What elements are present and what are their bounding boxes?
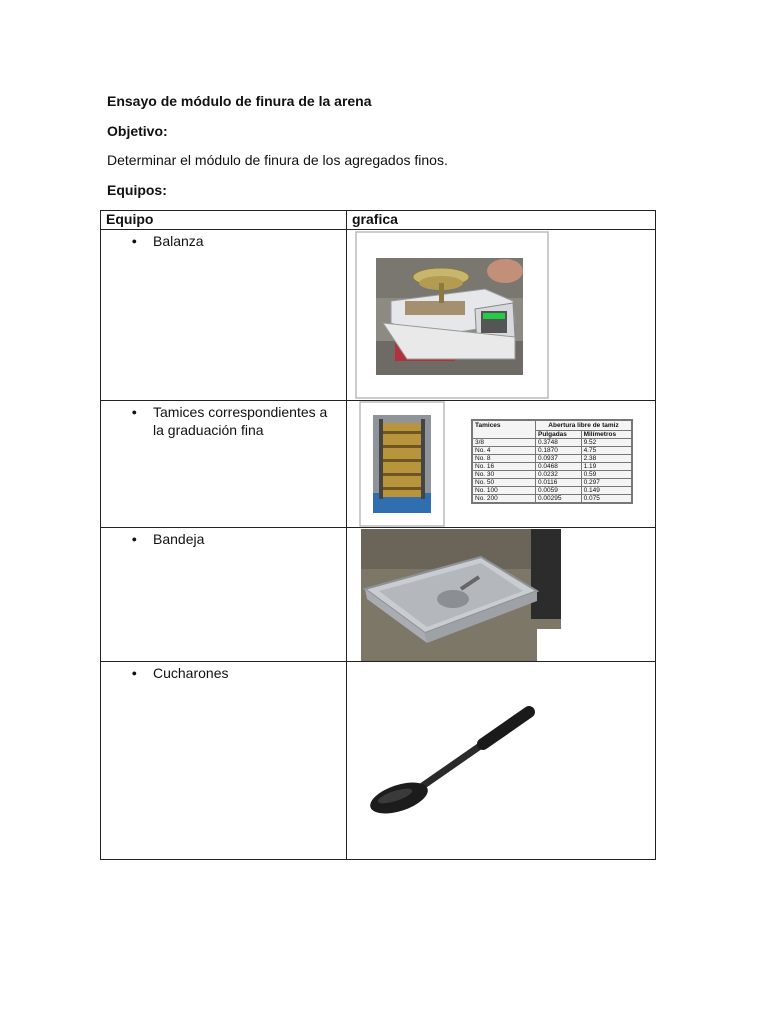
scale-photo <box>355 231 549 399</box>
image-cell <box>347 401 656 528</box>
bullet-icon: ● <box>131 407 137 417</box>
equipment-name: Cucharones <box>153 665 229 681</box>
sieves-photo <box>359 401 445 527</box>
sieve-cell: 9.52 <box>581 439 631 447</box>
image-cell <box>347 230 656 401</box>
sieve-cell: 0.149 <box>581 487 631 495</box>
equipment-cell <box>101 528 347 662</box>
sieve-cell: 0.075 <box>581 495 631 503</box>
sieve-header-milimetros: Milímetros <box>581 431 631 439</box>
sieve-cell: 0.297 <box>581 479 631 487</box>
sieve-cell: 0.0468 <box>536 463 582 471</box>
table-row <box>101 662 656 860</box>
header-equipo: Equipo <box>101 211 347 230</box>
bullet-icon: ● <box>131 668 137 678</box>
sieve-cell: 1.19 <box>581 463 631 471</box>
equipment-heading: Equipos: <box>107 182 167 198</box>
table-row <box>101 230 656 401</box>
tray-photo <box>361 529 561 661</box>
sieve-row <box>473 463 632 471</box>
sieve-cell: No. 30 <box>473 471 536 479</box>
sieve-cell: No. 100 <box>473 487 536 495</box>
bullet-icon: ● <box>131 236 137 246</box>
sieve-row <box>473 495 632 503</box>
sieve-cell: 0.1870 <box>536 447 582 455</box>
sieve-cell: 0.0116 <box>536 479 582 487</box>
bullet-icon: ● <box>131 534 137 544</box>
sieve-cell: No. 8 <box>473 455 536 463</box>
sieve-cell: No. 50 <box>473 479 536 487</box>
sieve-cell: 0.59 <box>581 471 631 479</box>
image-cell <box>347 528 656 662</box>
sieve-row <box>473 447 632 455</box>
table-row <box>101 401 656 528</box>
sieve-cell: No. 16 <box>473 463 536 471</box>
sieve-header-row <box>473 421 632 431</box>
equipment-table <box>100 210 656 860</box>
sieve-row <box>473 471 632 479</box>
equipment-cell <box>101 401 347 528</box>
sieve-header-pulgadas: Pulgadas <box>536 431 582 439</box>
sieve-cell: No. 4 <box>473 447 536 455</box>
equipment-name: Tamices correspondientes a la graduación fina <box>153 404 328 438</box>
document-title: Ensayo de módulo de finura de la arena <box>107 93 372 109</box>
sieve-table-image <box>471 419 633 504</box>
equipment-cell <box>101 230 347 401</box>
header-grafica: grafica <box>347 211 656 230</box>
table-row <box>101 528 656 662</box>
sieve-cell: 0.3748 <box>536 439 582 447</box>
spoon-photo <box>361 668 561 848</box>
equipment-name: Balanza <box>153 233 204 249</box>
sieve-row <box>473 455 632 463</box>
image-cell <box>347 662 656 860</box>
sieve-row <box>473 439 632 447</box>
sieve-table <box>472 420 632 503</box>
sieve-row <box>473 479 632 487</box>
sieve-cell: 3/8 <box>473 439 536 447</box>
objective-heading: Objetivo: <box>107 123 168 139</box>
equipment-name: Bandeja <box>153 531 205 547</box>
sieve-header-tamices: Tamices <box>473 421 536 439</box>
objective-text: Determinar el módulo de finura de los agregados finos. <box>107 152 448 168</box>
sieve-cell: 2.38 <box>581 455 631 463</box>
sieve-cell: 0.0232 <box>536 471 582 479</box>
sieve-cell: No. 200 <box>473 495 536 503</box>
sieve-cell: 0.00295 <box>536 495 582 503</box>
table-header-row <box>101 211 656 230</box>
sieve-row <box>473 487 632 495</box>
equipment-cell <box>101 662 347 860</box>
sieve-cell: 0.0059 <box>536 487 582 495</box>
sieve-header-abertura: Abertura libre de tamiz <box>536 421 632 431</box>
sieve-cell: 0.0937 <box>536 455 582 463</box>
sieve-cell: 4.75 <box>581 447 631 455</box>
